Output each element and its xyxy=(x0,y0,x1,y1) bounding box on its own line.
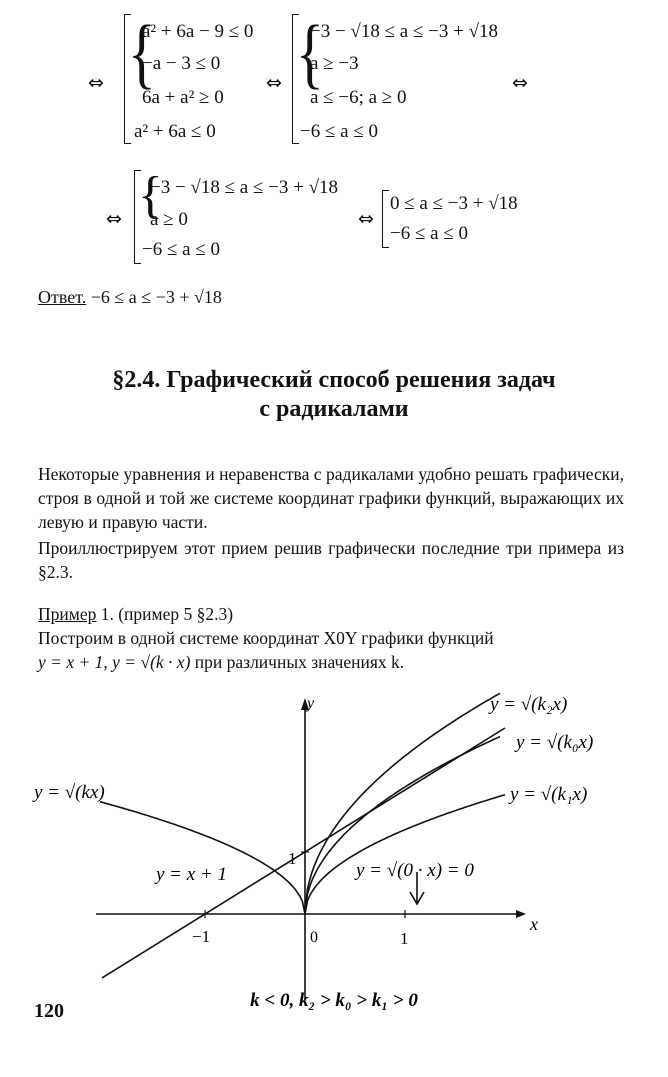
section-title-line-2: с радикалами xyxy=(259,395,409,422)
y-axis-label: y xyxy=(307,695,315,712)
curve-sqrt-kx-negative xyxy=(100,802,305,914)
label-line: y = x + 1 xyxy=(156,864,228,885)
system2-row-1: −3 − √18 ≤ a ≤ −3 + √18 xyxy=(310,21,499,42)
system3-row-2: a ≥ 0 xyxy=(150,209,188,230)
function-graph xyxy=(0,680,668,1020)
example-heading xyxy=(38,602,624,626)
system2-row-2: a ≥ −3 xyxy=(310,53,359,74)
answer-line xyxy=(38,288,222,307)
example-text: Построим в одной системе координат X0Y графики функций xyxy=(38,628,494,648)
system1-row-3: 6a + a² ≥ 0 xyxy=(142,87,224,108)
page-number: 120 xyxy=(34,1000,64,1022)
label-zero: y = √(0 · x) = 0 xyxy=(356,860,474,881)
system1-row-4: a² + 6a ≤ 0 xyxy=(134,121,216,142)
curve-sqrt-k0x xyxy=(305,737,500,914)
text-block xyxy=(38,462,624,674)
tick-label-0: 0 xyxy=(310,929,318,946)
example-formula: y = x + 1, y = √(k · x) xyxy=(38,652,191,672)
tick-label-neg1: −1 xyxy=(192,927,211,946)
system1-row-1: a² + 6a − 9 ≤ 0 xyxy=(142,21,254,42)
equivalence-arrow: ⇔ xyxy=(88,72,104,94)
answer-label: Ответ. xyxy=(38,287,87,307)
paragraph-2: Проиллюстрируем этот прием решив графически последние три примера из §2.3. xyxy=(38,538,624,582)
example-label-rest: 1. (пример 5 §2.3) xyxy=(96,604,234,624)
example-label: Пример xyxy=(38,604,97,624)
curve-sqrt-k1x xyxy=(305,795,505,914)
label-k0: y = √(k₀x) xyxy=(516,732,594,753)
answer-value: −6 ≤ a ≤ −3 + √18 xyxy=(90,287,222,307)
curly-brace: { xyxy=(296,8,324,97)
curly-brace: { xyxy=(128,8,156,97)
example-formula-line xyxy=(38,650,624,674)
equivalence-arrow: ⇔ xyxy=(106,208,122,230)
system2-row-4: −6 ≤ a ≤ 0 xyxy=(300,121,379,142)
label-kx: y = √(kx) xyxy=(34,782,105,803)
system4-row-2: −6 ≤ a ≤ 0 xyxy=(390,223,469,244)
label-k1: y = √(k₁x) xyxy=(510,784,588,805)
graph-condition: k < 0, k₂ > k₀ > k₁ > 0 xyxy=(250,990,418,1011)
equivalence-arrow: ⇔ xyxy=(358,208,374,230)
system3-row-1: −3 − √18 ≤ a ≤ −3 + √18 xyxy=(150,177,339,198)
x-axis-label: x xyxy=(530,914,538,934)
equivalence-arrow: ⇔ xyxy=(266,72,282,94)
example-formula-rest: при различных значениях k. xyxy=(190,652,405,672)
square-bracket xyxy=(382,190,389,248)
label-k2: y = √(k₂x) xyxy=(490,694,568,715)
paragraph-1: Некоторые уравнения и неравенства с радикалами удобно решать графически, строя в одной и той же системе координат графики функций, выражающих их левую и правую части. xyxy=(38,464,624,532)
section-title-line-1: §2.4. Графический способ решения задач xyxy=(112,367,556,393)
system3-row-3: −6 ≤ a ≤ 0 xyxy=(142,239,221,260)
tick-label-1: 1 xyxy=(400,929,409,948)
section-title xyxy=(20,366,648,424)
system2-row-3: a ≤ −6; a ≥ 0 xyxy=(310,87,407,108)
tick-label-y1: 1 xyxy=(288,849,297,868)
x-axis-arrow-icon xyxy=(516,910,526,918)
line-x-plus-1 xyxy=(102,728,505,978)
equivalence-arrow: ⇔ xyxy=(512,72,528,94)
system4-row-1: 0 ≤ a ≤ −3 + √18 xyxy=(390,193,518,214)
curly-brace: { xyxy=(138,167,163,224)
system1-row-2: −a − 3 ≤ 0 xyxy=(142,53,221,74)
